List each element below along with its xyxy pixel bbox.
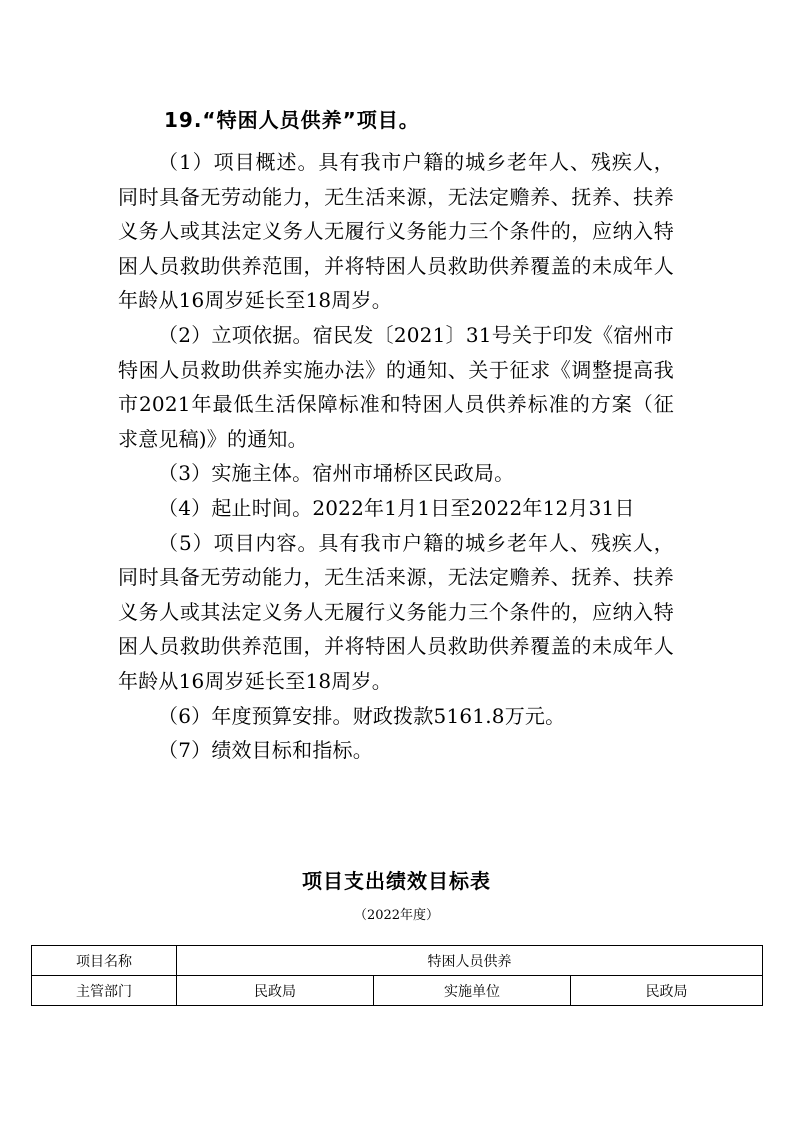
table-subtitle: （2022年度）: [353, 908, 440, 923]
project-name-label: 项目名称: [32, 946, 177, 976]
paragraph-basis: （2）立项依据。宿民发〔2021〕31号关于印发《宿州市特困人员救助供养实施办法》的通知、关于征求《调整提高我市2021年最低生活保障标准和特困人员供养标准的方案（征求意见稿)》的通知。: [118, 322, 674, 451]
paragraph-period: （4）起止时间。2022年1月1日至2022年12月31日: [158, 495, 635, 520]
unit-value: 民政局: [571, 976, 763, 1006]
unit-label: 实施单位: [374, 976, 571, 1006]
department-label: 主管部门: [32, 976, 177, 1006]
project-name-value: 特困人员供养: [177, 946, 763, 976]
paragraph-entity: （3）实施主体。宿州市埇桥区民政局。: [158, 461, 515, 486]
section-heading: 19.“特困人员供养”项目。: [164, 108, 420, 132]
paragraph-overview: （1）项目概述。具有我市户籍的城乡老年人、残疾人，同时具备无劳动能力，无生活来源，无法定赡养、抚养、扶养义务人或其法定义务人无履行义务能力三个条件的，应纳入特困人员救助供养范围，并将特困人员救助供养覆盖的未成年人年龄从16周岁延长至18周岁。: [118, 150, 674, 313]
table-title: 项目支出绩效目标表: [302, 869, 491, 893]
department-value: 民政局: [177, 976, 374, 1006]
section-body: [118, 145, 674, 768]
performance-table: [31, 945, 763, 1006]
table-row: [32, 946, 763, 976]
paragraph-targets: （7）绩效目标和指标。: [158, 738, 373, 763]
paragraph-budget: （6）年度预算安排。财政拨款5161.8万元。: [158, 703, 566, 728]
paragraph-content: （5）项目内容。具有我市户籍的城乡老年人、残疾人，同时具备无劳动能力，无生活来源，无法定赡养、抚养、扶养义务人或其法定义务人无履行义务能力三个条件的，应纳入特困人员救助供养范围，并将特困人员救助供养覆盖的未成年人年龄从16周岁延长至18周岁。: [118, 530, 674, 693]
table-row: [32, 976, 763, 1006]
